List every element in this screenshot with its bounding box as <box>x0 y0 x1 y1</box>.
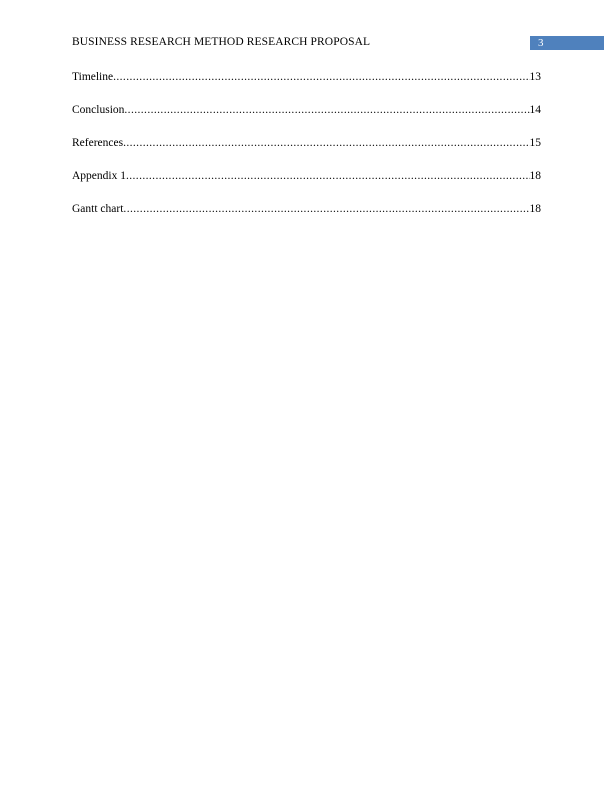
toc-entry-label[interactable]: Timeline <box>72 71 114 83</box>
toc-dot-leader <box>126 170 530 182</box>
toc-entry-timeline[interactable] <box>72 71 541 87</box>
toc-entry-label[interactable]: References <box>72 137 124 149</box>
toc-entry-references[interactable] <box>72 137 541 153</box>
toc-entry-page[interactable]: 15 <box>529 137 541 149</box>
toc-entry-page[interactable]: 18 <box>529 170 541 182</box>
toc-entry-page[interactable]: 14 <box>529 104 541 116</box>
toc-dot-leader <box>123 203 529 215</box>
toc-dot-leader <box>124 104 529 116</box>
toc-entry-page[interactable]: 13 <box>529 71 541 83</box>
toc-entry-page[interactable]: 18 <box>529 203 541 215</box>
header-title: BUSINESS RESEARCH METHOD RESEARCH PROPOSAL <box>72 36 371 48</box>
toc-dot-leader <box>123 137 529 149</box>
page-number-box <box>530 36 604 50</box>
table-of-contents <box>72 71 541 236</box>
toc-entry-conclusion[interactable] <box>72 104 541 120</box>
toc-entry-appendix-1[interactable] <box>72 170 541 186</box>
toc-entry-label[interactable]: Conclusion <box>72 104 125 116</box>
toc-entry-label[interactable]: Appendix 1 <box>72 170 126 182</box>
page-header <box>72 34 612 52</box>
toc-dot-leader <box>113 71 529 83</box>
toc-entry-gantt-chart[interactable] <box>72 203 541 219</box>
page-number: 3 <box>538 37 544 49</box>
toc-entry-label[interactable]: Gantt chart <box>72 203 124 215</box>
